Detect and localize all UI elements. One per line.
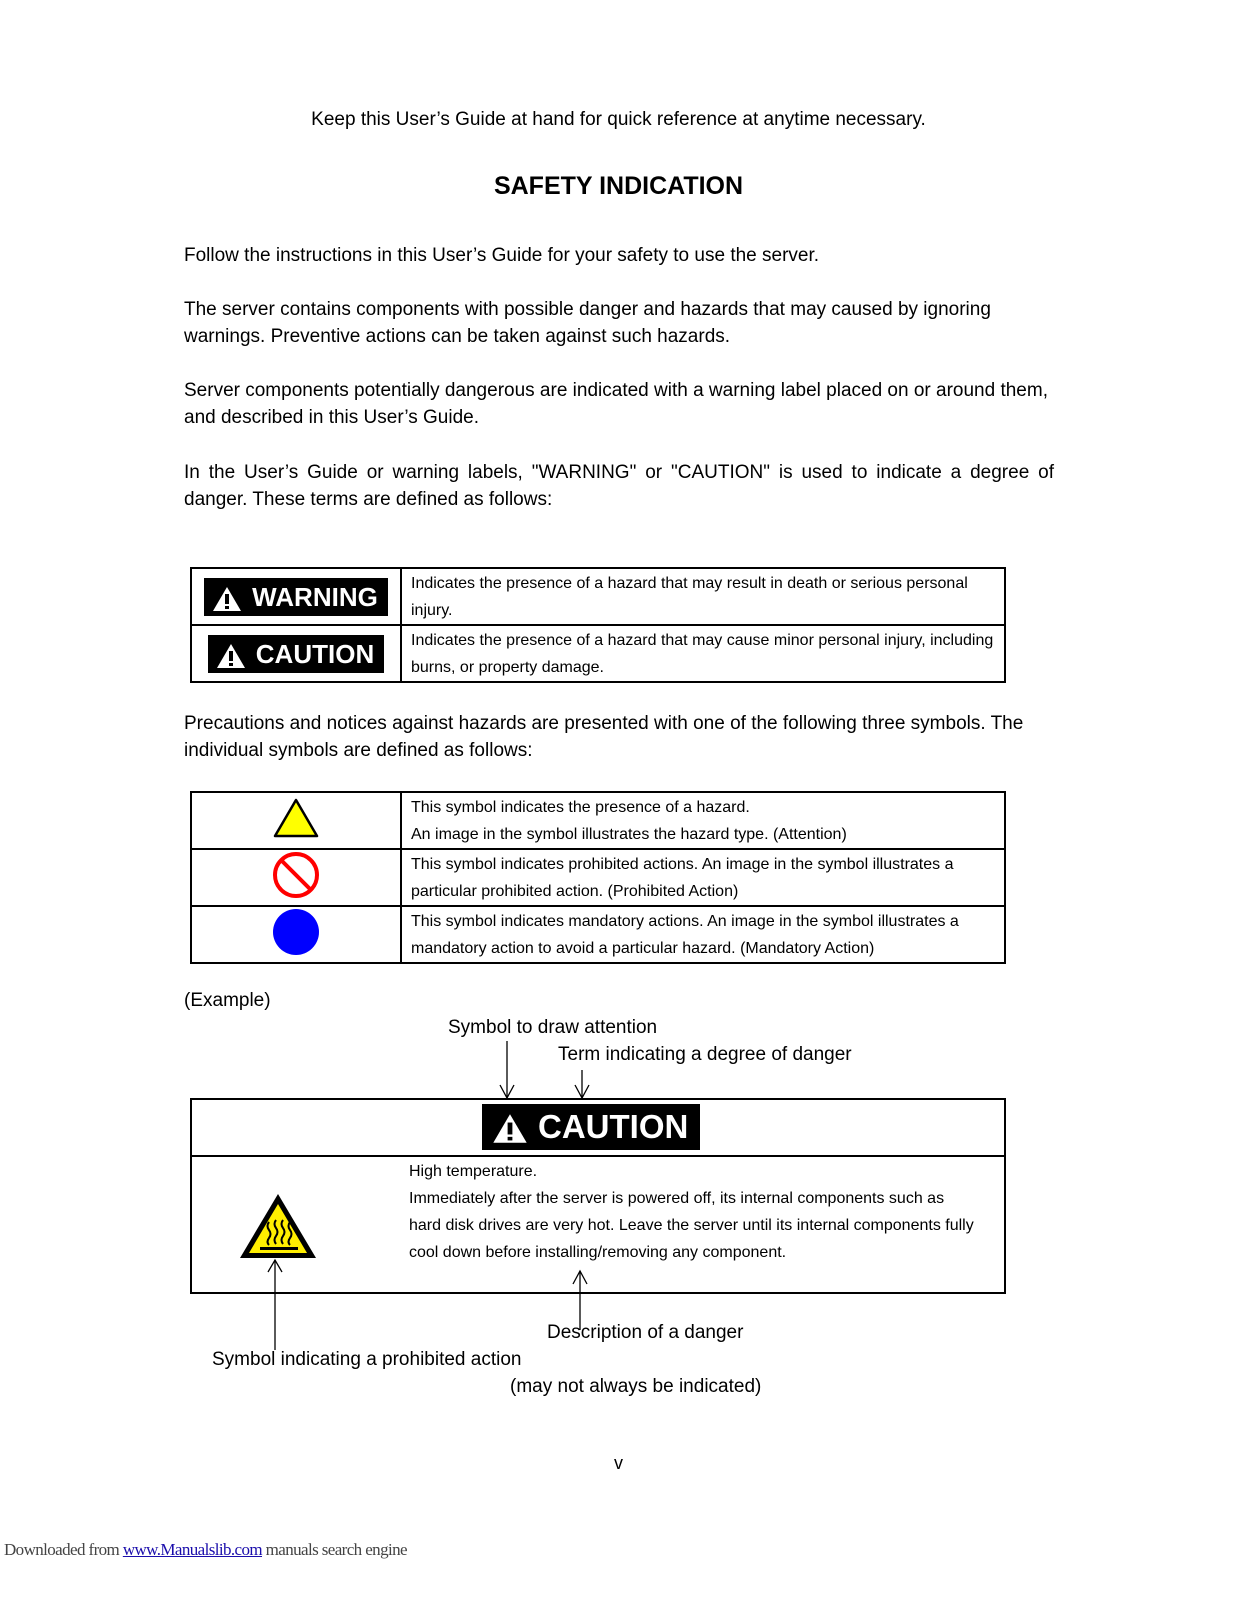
example-desc-line-3: hard disk drives are very hot. Leave the server until its internal components fully xyxy=(409,1217,974,1234)
page-title: SAFETY INDICATION xyxy=(493,172,744,200)
annotation-term: Term indicating a degree of danger xyxy=(558,1044,852,1065)
warning-triangle-icon xyxy=(492,1113,528,1144)
warning-triangle-icon xyxy=(212,586,242,612)
caution-description: Indicates the presence of a hazard that may cause minor personal injury, including burns, or property damage. xyxy=(401,625,1005,682)
mandatory-line-1: This symbol indicates mandatory actions. An image in the symbol illustrates a xyxy=(411,913,959,930)
caution-label-text: CAUTION xyxy=(255,638,375,669)
table-row xyxy=(191,906,1005,963)
example-caution-label xyxy=(482,1104,700,1150)
example-desc-line-1: High temperature. xyxy=(409,1163,538,1180)
arrow-attention-head xyxy=(500,1085,514,1098)
example-label: (Example) xyxy=(184,990,271,1011)
intro-text: Keep this User’s Guide at hand for quick reference at anytime necessary. xyxy=(311,109,926,130)
example-caution-text: CAUTION xyxy=(538,1108,689,1145)
footer-prefix: Downloaded from xyxy=(4,1540,123,1559)
prohibited-line-2: particular prohibited action. (Prohibited Action) xyxy=(411,883,739,900)
table-row xyxy=(191,792,1005,849)
footer-link[interactable]: www.Manualslib.com xyxy=(122,1540,263,1559)
prohibited-line-1: This symbol indicates prohibited actions. An image in the symbol illustrates a xyxy=(411,856,954,873)
paragraph-2: The server contains components with possible danger and hazards that may caused by ignoring warnings. Preventive actions can be taken against such hazards. xyxy=(184,299,991,347)
terms-table xyxy=(190,567,1006,683)
attention-triangle-icon xyxy=(272,797,320,839)
page-number: v xyxy=(614,1453,623,1473)
paragraph-4: In the User’s Guide or warning labels, "WARNING" or "CAUTION" is used to indicate a degree of danger. These terms are defined as follows: xyxy=(184,462,1054,510)
example-box xyxy=(190,1098,1006,1294)
hot-surface-warning-icon xyxy=(238,1192,318,1260)
paragraph-1: Follow the instructions in this User’s Guide for your safety to use the server. xyxy=(184,245,820,266)
paragraph-3: Server components potentially dangerous are indicated with a warning label placed on or around them, and described in this User’s Guide. xyxy=(184,380,1048,428)
arrow-term-head xyxy=(575,1085,589,1098)
table-row xyxy=(191,625,1005,682)
footer-suffix: manuals search engine xyxy=(262,1540,407,1559)
mandatory-circle-icon xyxy=(271,907,321,957)
warning-label xyxy=(204,578,388,616)
annotation-description: Description of a danger xyxy=(547,1322,744,1343)
symbols-intro: Precautions and notices against hazards are presented with one of the following three symbols. The individual symbols are defined as follows: xyxy=(184,713,1024,761)
caution-label xyxy=(208,635,384,673)
annotation-symbol-attention: Symbol to draw attention xyxy=(448,1017,658,1038)
attention-line-2: An image in the symbol illustrates the hazard type. (Attention) xyxy=(411,826,847,843)
example-description xyxy=(409,1158,999,1266)
annotation-not-always: (may not always be indicated) xyxy=(510,1376,762,1397)
symbols-table xyxy=(190,791,1006,964)
footer xyxy=(4,1540,407,1560)
example-desc-line-2: Immediately after the server is powered off, its internal components such as xyxy=(409,1190,945,1207)
warning-label-text: WARNING xyxy=(252,581,378,612)
annotation-prohibited: Symbol indicating a prohibited action xyxy=(212,1349,522,1370)
warning-description: Indicates the presence of a hazard that may result in death or serious personal injury. xyxy=(401,568,1005,625)
example-desc-line-4: cool down before installing/removing any component. xyxy=(409,1244,787,1261)
divider xyxy=(192,1155,1004,1157)
prohibited-circle-icon xyxy=(271,850,321,900)
mandatory-line-2: mandatory action to avoid a particular hazard. (Mandatory Action) xyxy=(411,940,875,957)
table-row xyxy=(191,568,1005,625)
attention-line-1: This symbol indicates the presence of a hazard. xyxy=(411,799,750,816)
table-row xyxy=(191,849,1005,906)
warning-triangle-icon xyxy=(216,643,246,669)
